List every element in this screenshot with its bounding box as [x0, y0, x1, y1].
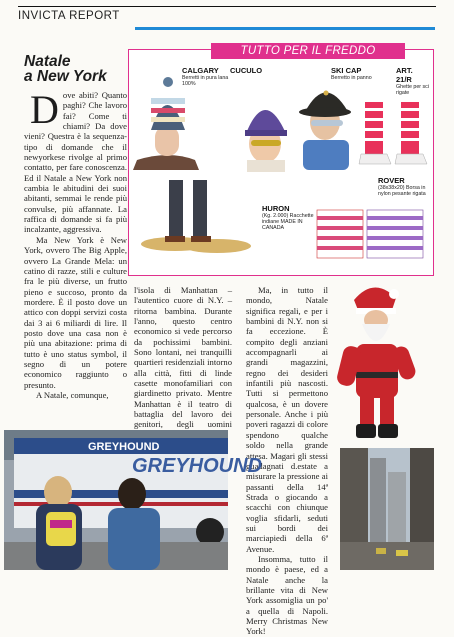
paragraph: Insomma, tutto il mondo è paese, ed a Natale anche la brillante vita di New York assomiglia un po' a quella di Napoli. Merry Christmas New York! — [246, 553, 328, 637]
product-cuculo — [230, 66, 262, 75]
product-name: CUCULO — [230, 66, 263, 75]
promo-title: TUTTO PER IL FREDDO — [211, 43, 405, 59]
product-desc: Ghette per sci rigate — [396, 84, 429, 96]
text-column-1 — [24, 87, 127, 400]
product-huron — [262, 204, 318, 231]
title-line-2: a New York — [24, 68, 107, 85]
product-name: ART. 21/R — [396, 66, 413, 84]
paragraph: Ma New York è New York, ovvero The Big Apple, ovvero La Grande Mela: un catino di razze, stili e culture fra le più diverse, un frutto pieno e succoso, pronto da mordere. È il posto dove un attico con doppi servizi costa dai 3 ai 6 miliardi di lire. Il posto dove una casa non è più una abitazione: prima di tutto è uno status symbol, il segno di un potere economico raggiunto o presunto. — [24, 234, 127, 390]
paragraph: l'isola di Manhattan – l'autentico cuore di N.Y. – ritorna bambina. Durante l'anno, questo centro economico si vede percorso da pochissimi bambini. Sono lontani, nei tranquilli quartieri residenziali intorno alla città, fitti di linde casette monofamiliari con giardinetto privato. Mentre Manhattan è il teatro di battaglia del lavoro dei genitori, degli uomini — [134, 285, 232, 430]
text-column-2 — [134, 285, 232, 440]
paragraph: A Natale, comunque, — [36, 389, 109, 400]
product-rover — [378, 176, 430, 197]
product-name: ROVER — [378, 176, 405, 185]
santa-claus-illustration — [334, 280, 416, 448]
gaiters-icon — [359, 102, 427, 164]
bags-icon — [317, 210, 423, 258]
header-accent-bar — [135, 27, 435, 30]
product-calgary — [182, 66, 236, 87]
title-line-1: Natale — [24, 53, 71, 70]
drop-cap: D — [30, 87, 59, 132]
article-title — [24, 54, 134, 84]
products-illustration — [129, 60, 431, 272]
product-name: CALGARY — [182, 66, 219, 75]
snowshoes-icon — [141, 180, 251, 253]
product-art21r — [396, 66, 430, 96]
ski-cap-icon — [299, 91, 351, 171]
city-street-photo — [340, 448, 434, 570]
product-desc: Berretto in panno — [331, 75, 372, 81]
bus-sign-text: GREYHOUND — [88, 441, 160, 453]
product-name: HURON — [262, 204, 290, 213]
product-ski-cap — [331, 66, 377, 81]
purple-hat-icon — [245, 110, 287, 172]
section-title: INVICTA REPORT — [18, 10, 120, 22]
product-desc: (Kg. 2.000) Racchette indiane MADE IN CANADA — [262, 213, 314, 231]
paragraph: Ma, in tutto il mondo, Natale significa regali, e per i bambini di N.Y. non si fa eccezione. È compito degli anziani accompagnarli ai grandi magazzini, regno dei desideri infantili più nascosti. Tutti si permettono qualcosa, è un dovere personale. Anche i più poveri ragazzi di colore spendono qualche soldo nella grande attesa. Magari gli stessi guadagnati d.estate a misurare la pressione ai passanti della 14ª Strada o giocando a scacchi con chiunque voglia sfidarli, seduti sui bordi dei marciapiedi della 6ª Avenue. — [246, 285, 328, 554]
paragraph: ove abiti? Quanto paghi? Che lavoro fai? Come ti chiami? Da dove vieni? Questra è la sequenza-tipo di domande che il newyorkese rivolge al primo contatto, per fare conoscenza. Ed il Natale a New York non cambia le abitudini dei suoi abitanti, semmai le rende più convulse, più affannate. La raffica di domande si fa più incalzante, aggressiva. — [24, 90, 127, 235]
product-desc: Berretti in pura lana 100% — [182, 75, 229, 87]
greyhound-bus-photo — [4, 430, 263, 570]
girl-hat-icon — [133, 77, 199, 170]
product-desc: (38x38x20) Borsa in nylon pesante rigata — [378, 185, 426, 197]
product-name: SKI CAP — [331, 66, 362, 75]
bus-side-text: GREYHOUND — [132, 455, 263, 477]
